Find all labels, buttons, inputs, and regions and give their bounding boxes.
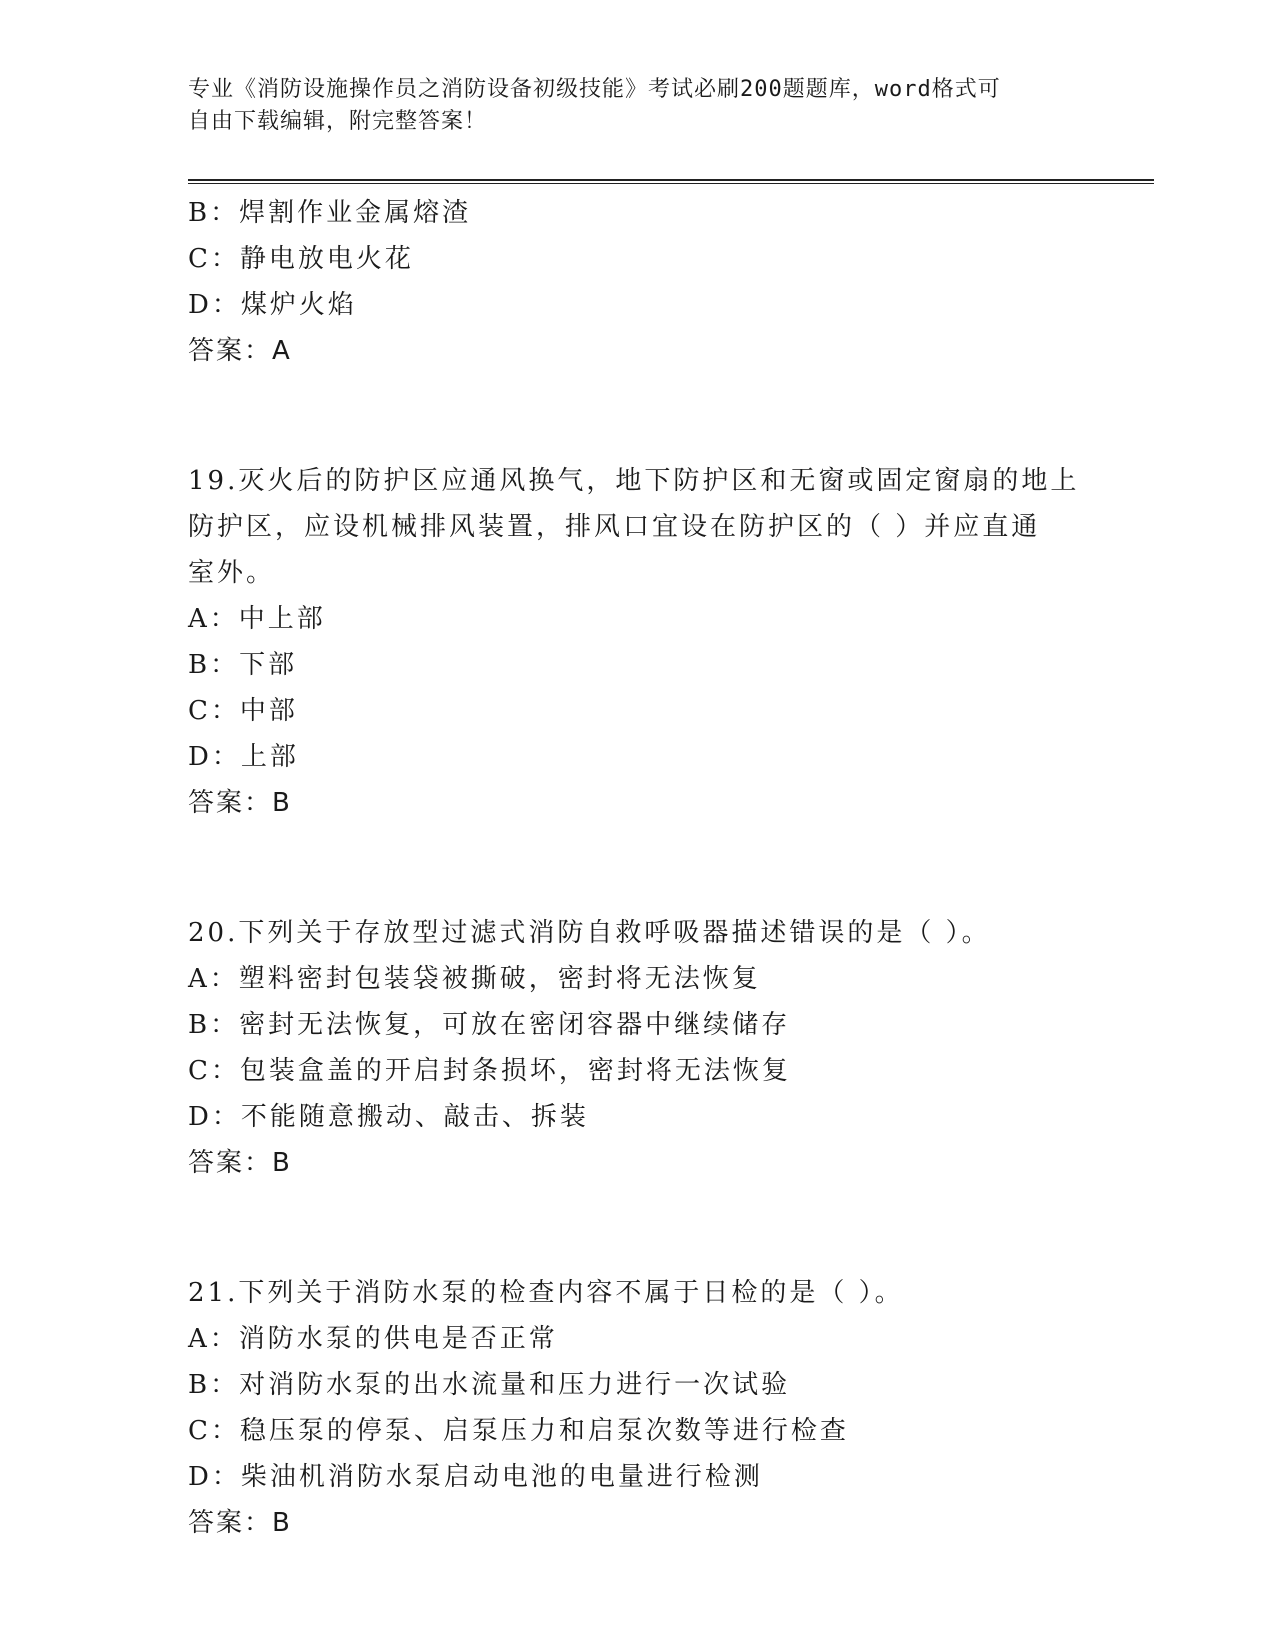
question-stem-line: 19.灭火后的防护区应通风换气，地下防护区和无窗或固定窗扇的地上 <box>188 466 1080 496</box>
option-b: B：对消防水泵的出水流量和压力进行一次试验 <box>188 1370 791 1400</box>
spacer <box>188 374 1088 458</box>
answer-line: 答案：B <box>188 1508 292 1538</box>
header-line-1: 专业《消防设施操作员之消防设备初级技能》考试必刷200题题库，word格式可 <box>188 77 1001 102</box>
option-a: A：中上部 <box>188 604 326 634</box>
header-line-2: 自由下载编辑，附完整答案！ <box>188 109 488 134</box>
question-block-19 <box>188 458 1088 826</box>
option-a: A：消防水泵的供电是否正常 <box>188 1324 558 1354</box>
header-divider-thick <box>188 179 1154 181</box>
question-stem-line: 防护区，应设机械排风装置，排风口宜设在防护区的（ ）并应直通 <box>188 512 1041 542</box>
option-b: B：焊割作业金属熔渣 <box>188 198 472 228</box>
header-divider-thin <box>188 183 1154 184</box>
answer-line: 答案：B <box>188 1148 292 1178</box>
option-c: C：静电放电火花 <box>188 244 414 274</box>
question-block-20 <box>188 910 1088 1186</box>
option-b: B：密封无法恢复，可放在密闭容器中继续储存 <box>188 1010 791 1040</box>
question-stem-line: 20.下列关于存放型过滤式消防自救呼吸器描述错误的是（ ）。 <box>188 918 991 948</box>
question-stem-line: 21.下列关于消防水泵的检查内容不属于日检的是（ ）。 <box>188 1278 904 1308</box>
option-d: D：煤炉火焰 <box>188 290 357 320</box>
option-d: D：上部 <box>188 742 299 772</box>
option-c: C：中部 <box>188 696 298 726</box>
option-b: B：下部 <box>188 650 298 680</box>
option-a: A：塑料密封包装袋被撕破，密封将无法恢复 <box>188 964 761 994</box>
option-c: C：稳压泵的停泵、启泵压力和启泵次数等进行检查 <box>188 1416 849 1446</box>
answer-line: 答案：A <box>188 336 292 366</box>
document-body <box>188 190 1088 1546</box>
document-header <box>188 74 1068 138</box>
question-block-21 <box>188 1270 1088 1546</box>
question-stem-line: 室外。 <box>188 558 276 588</box>
option-c: C：包装盒盖的开启封条损坏，密封将无法恢复 <box>188 1056 791 1086</box>
answer-line: 答案：B <box>188 788 292 818</box>
option-d: D：柴油机消防水泵启动电池的电量进行检测 <box>188 1462 763 1492</box>
spacer <box>188 1186 1088 1270</box>
spacer <box>188 826 1088 910</box>
question-block-18 <box>188 190 1088 374</box>
option-d: D：不能随意搬动、敲击、拆装 <box>188 1102 589 1132</box>
